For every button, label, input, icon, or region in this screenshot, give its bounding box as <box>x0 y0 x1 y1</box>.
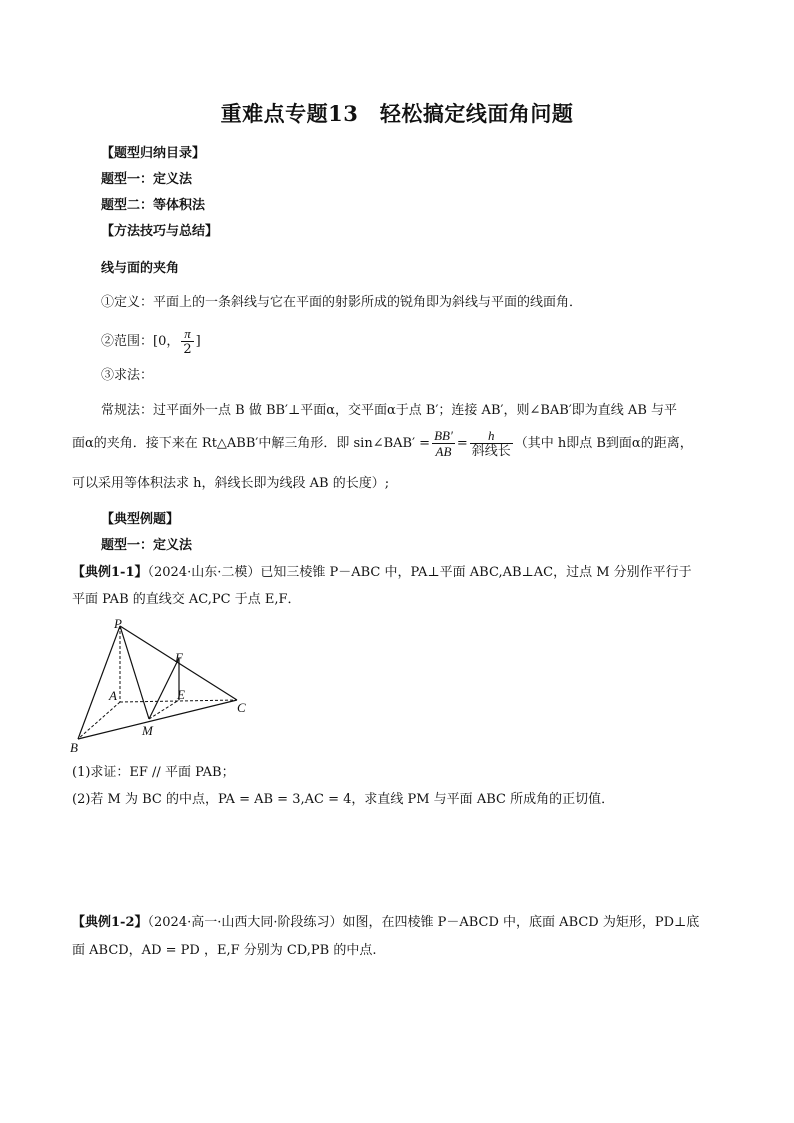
range-text <box>101 326 201 357</box>
example-1-1-line-2: 平面 PAB 的直线交 AC,PC 于点 E,F． <box>72 592 301 607</box>
example-1-2-tag: 【典例1-2】 <box>72 915 148 930</box>
example-1-1-line-1: 【典例1-1】（2024·山东·二模）已知三棱锥 P－ABC 中，PA⊥平面 ABC,AB⊥AC，过点 M 分别作平行于 <box>72 565 692 580</box>
page-title: 重难点专题13 轻松搞定线面角问题 <box>220 101 574 126</box>
label-F: F <box>175 650 183 665</box>
find-label: ③求法： <box>101 368 154 383</box>
edge-BC <box>78 700 237 739</box>
example-1-1-tag: 【典例1-1】 <box>72 565 148 580</box>
label-M: M <box>142 723 153 738</box>
edge-PB <box>78 626 120 739</box>
general-line-2: 面α的夹角．接下来在 Rt△ABB′中解三角形．即 sin∠BAB′ = $\frac{BB'}{AB}$ = $\frac{h}{\text{斜线长}}$ （其中 h即点 B到面α的距离， <box>72 428 693 459</box>
method-subheading: 线与面的夹角 <box>101 261 180 276</box>
label-A: A <box>109 688 117 703</box>
label-B: B <box>70 740 78 754</box>
label-P: P <box>114 616 122 631</box>
ratio-fraction-2: $\frac{h}{\text{斜线长}}$ <box>471 428 511 459</box>
label-E: E <box>177 687 185 702</box>
method-heading: 【方法技巧与总结】 <box>101 224 219 239</box>
range-suffix: ] <box>195 334 201 349</box>
range-prefix: ②范围：[0， <box>101 334 180 349</box>
examples-heading: 【典型例题】 <box>101 512 180 527</box>
example-1-2-line-2: 面 ABCD，AD = PD ，E,F 分别为 CD,PB 的中点. <box>72 943 377 958</box>
label-C: C <box>237 700 246 715</box>
range-fraction: $\frac{\pi}{2}$ <box>183 326 192 357</box>
edge-PM <box>120 626 149 719</box>
general-line-1: 常规法：过平面外一点 B 做 BB′⊥平面α，交平面α于点 B′；连接 AB′，则∠BAB′即为直线 AB 与平 <box>101 403 677 418</box>
question-2: (2)若 M 为 BC 的中点，PA = AB = 3,AC = 4，求直线 PM 与平面 ABC 所成角的正切值． <box>72 792 615 807</box>
ratio-fraction-1: $\frac{BB'}{AB}$ <box>434 428 453 459</box>
toc-heading: 【题型归纳目录】 <box>101 146 206 161</box>
tetrahedron-figure <box>66 614 256 754</box>
toc-item-2: 题型二：等体积法 <box>101 198 206 213</box>
question-1: (1)求证：EF // 平面 PAB； <box>72 765 235 780</box>
general-line-3: 可以采用等体积法求 h，斜线长即为线段 AB 的长度）; <box>72 476 390 491</box>
example-1-2-line-1: 【典例1-2】（2024·高一·山西大同·阶段练习）如图，在四棱锥 P－ABCD 中，底面 ABCD 为矩形，PD⊥底 <box>72 915 700 930</box>
type1-heading: 题型一：定义法 <box>101 538 193 553</box>
definition-text: ①定义：平面上的一条斜线与它在平面的射影所成的锐角即为斜线与平面的线面角． <box>101 295 583 310</box>
toc-item-1: 题型一：定义法 <box>101 172 193 187</box>
